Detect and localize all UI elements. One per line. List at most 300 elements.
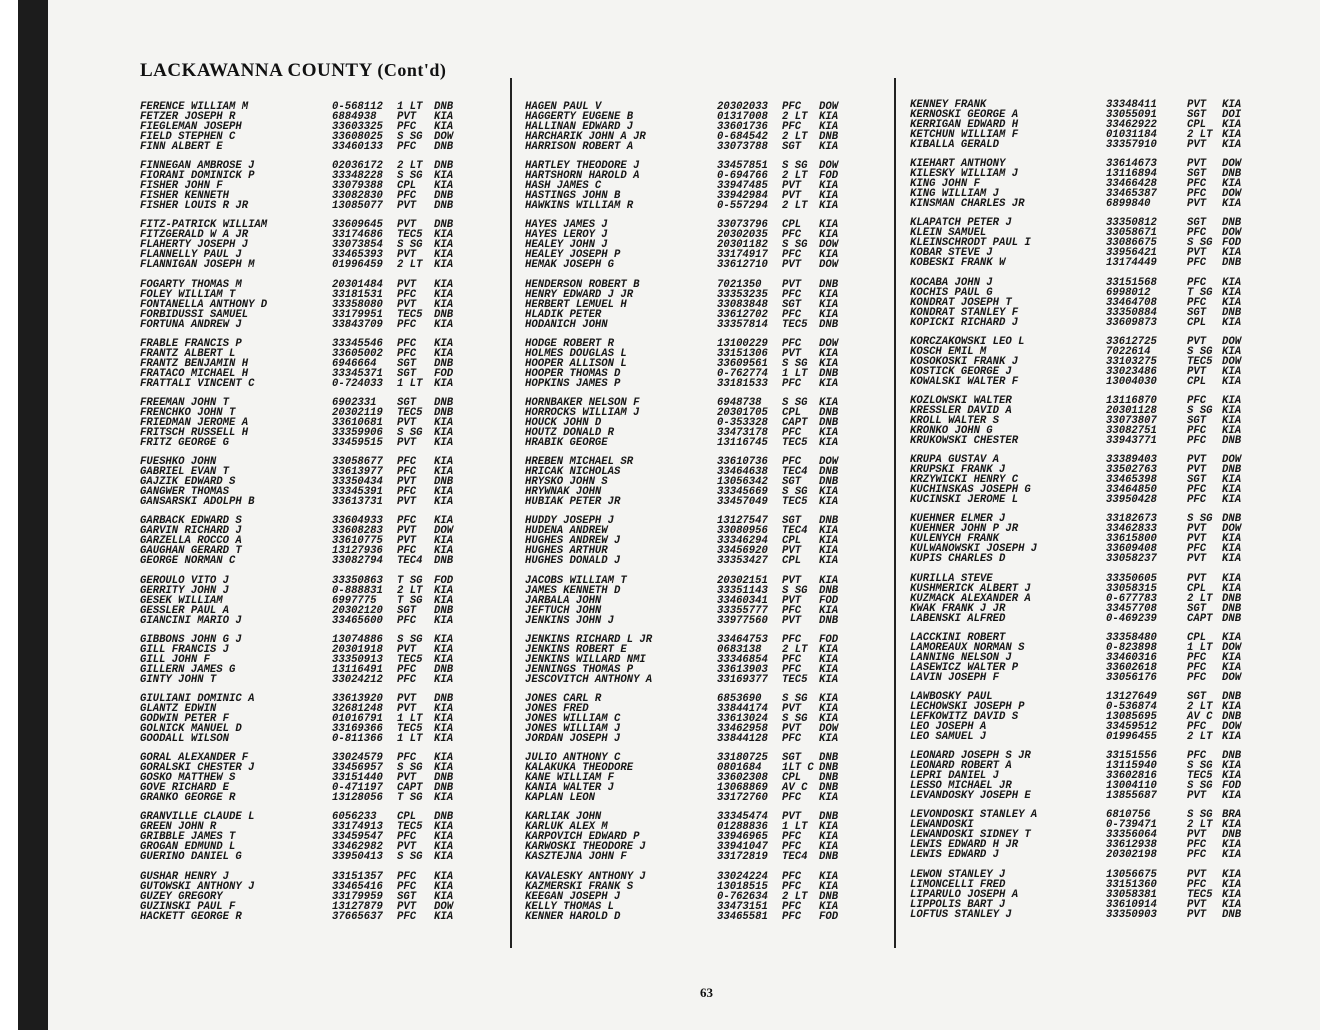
casualty-status: KIA bbox=[1222, 99, 1242, 111]
rank: PFC bbox=[397, 466, 417, 479]
casualty-status: DOW bbox=[819, 101, 839, 113]
serial-number: 33086675 bbox=[1106, 237, 1157, 250]
serial-number: 33602308 bbox=[717, 772, 768, 785]
rank: PFC bbox=[1187, 494, 1207, 507]
casualty-status: DNB bbox=[434, 357, 454, 370]
casualty-status: DNB bbox=[1222, 908, 1242, 921]
serial-number: 20302119 bbox=[332, 407, 383, 419]
serial-number: 7021350 bbox=[717, 278, 762, 291]
rank: PFC bbox=[782, 663, 802, 676]
soldier-name: HRICAK NICHOLAS bbox=[525, 466, 621, 479]
serial-number: 13018515 bbox=[717, 880, 768, 893]
casualty-status: DNB bbox=[819, 466, 839, 479]
soldier-name: KARWOSKI THEODORE J bbox=[525, 841, 646, 854]
casualty-status: DNB bbox=[434, 782, 454, 795]
rank: CAPT bbox=[397, 782, 423, 795]
rank: TEC5 bbox=[782, 673, 808, 686]
soldier-name: KULWANOWSKI JOSEPH J bbox=[910, 543, 1038, 556]
rank: CPL bbox=[397, 180, 417, 193]
serial-number: 33024212 bbox=[332, 673, 383, 686]
soldier-name: KASZTEJNA JOHN F bbox=[525, 851, 627, 864]
serial-number: 13056342 bbox=[717, 476, 768, 489]
rank: PVT bbox=[397, 525, 417, 538]
rank: PFC bbox=[782, 841, 802, 854]
serial-number: 6810756 bbox=[1106, 809, 1151, 822]
casualty-status: KIA bbox=[434, 466, 454, 479]
casualty-status: KIA bbox=[1222, 198, 1242, 211]
rank: 2 LT bbox=[1187, 129, 1213, 141]
soldier-name: GUTOWSKI ANTHONY J bbox=[140, 880, 255, 893]
soldier-name: LEONARD ROBERT A bbox=[910, 760, 1012, 773]
casualty-status: KIA bbox=[1222, 553, 1242, 566]
serial-number: 33456920 bbox=[717, 545, 768, 558]
rank: PVT bbox=[1187, 790, 1207, 803]
soldier-name: KUPIS CHARLES D bbox=[910, 553, 1006, 566]
serial-number: 33602816 bbox=[1106, 770, 1157, 783]
rank: PVT bbox=[1187, 898, 1207, 911]
serial-number: 0-684542 bbox=[717, 131, 768, 143]
rank: PVT bbox=[1187, 829, 1207, 842]
soldier-name: LEVANDOSKY JOSEPH E bbox=[910, 790, 1031, 803]
soldier-name: JONES CARL R bbox=[525, 693, 602, 705]
serial-number: 33073807 bbox=[1106, 415, 1157, 427]
serial-number: 33348411 bbox=[1106, 99, 1157, 111]
casualty-status: KIA bbox=[434, 229, 454, 242]
soldier-name: HOUCK JOHN D bbox=[525, 417, 602, 429]
casualty-status: KIA bbox=[434, 584, 454, 597]
rank: PVT bbox=[397, 417, 417, 429]
casualty-status: KIA bbox=[819, 574, 839, 587]
rank: PFC bbox=[397, 910, 417, 923]
soldier-name: HENRY EDWARD J JR bbox=[525, 288, 634, 301]
serial-number: 0801684 bbox=[717, 762, 762, 775]
soldier-name: KENNEY FRANK bbox=[910, 99, 987, 111]
serial-number: 13116745 bbox=[717, 437, 768, 449]
casualty-status: KIA bbox=[434, 486, 454, 499]
casualty-status: KIA bbox=[1222, 129, 1242, 141]
casualty-status: KIA bbox=[434, 870, 454, 883]
rank: PVT bbox=[397, 693, 417, 705]
soldier-name: LANNING NELSON J bbox=[910, 651, 1012, 664]
soldier-name: LOFTUS STANLEY J bbox=[910, 908, 1012, 921]
serial-number: 20301182 bbox=[717, 239, 768, 252]
casualty-status: KIA bbox=[434, 180, 454, 193]
rank: SGT bbox=[1187, 306, 1207, 319]
casualty-status: KIA bbox=[819, 496, 839, 509]
rank: TEC5 bbox=[397, 308, 423, 321]
rank: CPL bbox=[1187, 375, 1207, 388]
casualty-status: DOW bbox=[819, 239, 839, 252]
serial-number: 0-724033 bbox=[332, 377, 383, 390]
casualty-status: KIA bbox=[1222, 582, 1242, 595]
rank: PVT bbox=[782, 545, 802, 558]
soldier-name: HOLMES DOUGLAS L bbox=[525, 347, 627, 360]
rank: SGT bbox=[1187, 415, 1207, 427]
soldier-name: JORDAN JOSEPH J bbox=[525, 733, 621, 745]
rank: 1 LT bbox=[782, 821, 808, 834]
casualty-status: KIA bbox=[1222, 651, 1242, 664]
soldier-name: JONES WILLIAM J bbox=[525, 723, 621, 735]
rank: PVT bbox=[1187, 454, 1207, 467]
serial-number: 13127649 bbox=[1106, 691, 1157, 703]
rank: CPL bbox=[782, 407, 802, 419]
serial-number: 0-823898 bbox=[1106, 641, 1157, 654]
casualty-status: FOD bbox=[434, 574, 454, 587]
serial-number: 33359906 bbox=[332, 427, 383, 439]
casualty-status: DNB bbox=[1222, 711, 1242, 723]
rank: 2 LT bbox=[397, 259, 423, 272]
soldier-name: KOSTICK GEORGE J bbox=[910, 365, 1012, 378]
serial-number: 33459512 bbox=[1106, 721, 1157, 733]
rank: PFC bbox=[782, 377, 802, 390]
serial-number: 33082794 bbox=[332, 555, 383, 568]
rank: TEC5 bbox=[782, 437, 808, 449]
soldier-name: FIEGLEMAN JOSEPH bbox=[140, 121, 242, 133]
soldier-name: HARTSHORN HAROLD A bbox=[525, 170, 640, 183]
casualty-status: KIA bbox=[1222, 543, 1242, 556]
serial-number: 13174449 bbox=[1106, 257, 1157, 270]
serial-number: 6056233 bbox=[332, 811, 377, 824]
rank: CPL bbox=[782, 555, 802, 568]
rank: PVT bbox=[1187, 247, 1207, 260]
soldier-name: KRZYWICKI HENRY C bbox=[910, 474, 1019, 487]
casualty-status: KIA bbox=[1222, 790, 1242, 803]
casualty-status: DOW bbox=[434, 525, 454, 538]
casualty-status: KIA bbox=[434, 535, 454, 548]
casualty-status: DNB bbox=[1222, 464, 1242, 477]
soldier-name: KLAPATCH PETER J bbox=[910, 217, 1012, 230]
casualty-status: DOW bbox=[1222, 335, 1242, 348]
rank: PFC bbox=[782, 427, 802, 439]
soldier-name: KRUPSKI FRANK J bbox=[910, 464, 1006, 477]
soldier-name: HRABIK GEORGE bbox=[525, 437, 608, 449]
serial-number: 33348228 bbox=[332, 170, 383, 183]
rank: PFC bbox=[1187, 395, 1207, 407]
casualty-status: DOW bbox=[1222, 158, 1242, 171]
casualty-status: KIA bbox=[819, 900, 839, 913]
soldier-name: JONES WILLIAM C bbox=[525, 713, 621, 725]
soldier-name: HRYSKO JOHN S bbox=[525, 476, 608, 489]
serial-number: 33357910 bbox=[1106, 139, 1157, 151]
serial-number: 33465416 bbox=[332, 880, 383, 893]
soldier-name: HOUTZ DONALD R bbox=[525, 427, 615, 439]
casualty-status: KIA bbox=[434, 456, 454, 469]
casualty-status: DOW bbox=[819, 259, 839, 272]
rank: TEC5 bbox=[397, 229, 423, 242]
soldier-name: HAWKINS WILLIAM R bbox=[525, 200, 634, 213]
serial-number: 33613731 bbox=[332, 496, 383, 509]
soldier-name: GEORGE NORMAN C bbox=[140, 555, 236, 568]
rank: PFC bbox=[397, 614, 417, 627]
casualty-status: DNB bbox=[819, 782, 839, 795]
casualty-status: KIA bbox=[434, 249, 454, 262]
rank: PVT bbox=[782, 574, 802, 587]
rank: PFC bbox=[782, 337, 802, 350]
casualty-status: KIA bbox=[819, 249, 839, 262]
serial-number: 6948738 bbox=[717, 397, 762, 409]
soldier-name: KUSHMERICK ALBERT J bbox=[910, 582, 1031, 595]
soldier-name: GOODALL WILSON bbox=[140, 733, 230, 745]
rank: PFC bbox=[782, 792, 802, 805]
soldier-name: LIPARULO JOSEPH A bbox=[910, 888, 1019, 901]
soldier-name: GAJZIK EDWARD S bbox=[140, 476, 236, 489]
serial-number: 33462833 bbox=[1106, 523, 1157, 536]
rank: PVT bbox=[397, 278, 417, 291]
rank: SGT bbox=[782, 515, 802, 528]
rank: PFC bbox=[397, 190, 417, 203]
casualty-status: DNB bbox=[1222, 513, 1242, 526]
casualty-status: KIA bbox=[819, 703, 839, 715]
casualty-status: KIA bbox=[1222, 898, 1242, 911]
serial-number: 33080956 bbox=[717, 525, 768, 538]
serial-number: 01031184 bbox=[1106, 129, 1157, 141]
serial-number: 33943771 bbox=[1106, 435, 1157, 447]
serial-number: 20301128 bbox=[1106, 405, 1157, 417]
casualty-status: KIA bbox=[434, 713, 454, 725]
soldier-name: HODANICH JOHN bbox=[525, 318, 608, 331]
rank: PVT bbox=[397, 703, 417, 715]
serial-number: 6998012 bbox=[1106, 286, 1151, 299]
casualty-status: KIA bbox=[1222, 494, 1242, 507]
soldier-name: GILL JOHN F bbox=[140, 653, 210, 666]
serial-number: 6946664 bbox=[332, 357, 377, 370]
soldier-name: HAYES LEROY J bbox=[525, 229, 608, 242]
soldier-name: FLANNIGAN JOSEPH M bbox=[140, 259, 255, 272]
casualty-status: DNB bbox=[819, 762, 839, 775]
soldier-name: LEWIS EDWARD H JR bbox=[910, 839, 1019, 852]
soldier-name: KALAKUKA THEODORE bbox=[525, 762, 634, 775]
casualty-status: KIA bbox=[819, 486, 839, 499]
soldier-name: FISHER KENNETH bbox=[140, 190, 230, 203]
serial-number: 33614673 bbox=[1106, 158, 1157, 171]
casualty-status: FOD bbox=[819, 170, 839, 183]
soldier-name: FLAHERTY JOSEPH J bbox=[140, 239, 249, 252]
rank: PFC bbox=[397, 752, 417, 765]
serial-number: 01996459 bbox=[332, 259, 383, 272]
serial-number: 33456957 bbox=[332, 762, 383, 775]
casualty-status: KIA bbox=[1222, 178, 1242, 191]
soldier-name: JENNINGS THOMAS P bbox=[525, 663, 634, 676]
serial-number: 33345474 bbox=[717, 811, 768, 824]
serial-number: 13004030 bbox=[1106, 375, 1157, 388]
casualty-status: KIA bbox=[434, 703, 454, 715]
soldier-name: FETZER JOSEPH R bbox=[140, 111, 236, 123]
serial-number: 0-739471 bbox=[1106, 819, 1157, 832]
rank: S SG bbox=[1187, 513, 1213, 526]
serial-number: 33350812 bbox=[1106, 217, 1157, 230]
soldier-name: LABENSKI ALFRED bbox=[910, 612, 1006, 625]
soldier-name: KLEINSCHRODT PAUL I bbox=[910, 237, 1031, 250]
serial-number: 33058237 bbox=[1106, 553, 1157, 566]
rank: PVT bbox=[397, 249, 417, 262]
serial-number: 20302033 bbox=[717, 101, 768, 113]
soldier-name: HUDENA ANDREW bbox=[525, 525, 608, 538]
soldier-name: FORBIDUSSI SAMUEL bbox=[140, 308, 249, 321]
soldier-name: HARRISON ROBERT A bbox=[525, 141, 634, 153]
rank: PFC bbox=[1187, 750, 1207, 763]
column-divider-left bbox=[510, 78, 512, 948]
casualty-status: KIA bbox=[819, 713, 839, 725]
soldier-name: KIEHART ANTHONY bbox=[910, 158, 1006, 171]
rank: PFC bbox=[397, 121, 417, 133]
rank: CPL bbox=[782, 219, 802, 232]
rank: PFC bbox=[397, 486, 417, 499]
casualty-status: DOW bbox=[1222, 454, 1242, 467]
rank: 1 LT bbox=[782, 367, 808, 380]
serial-number: 33151568 bbox=[1106, 276, 1157, 289]
page-title bbox=[140, 60, 446, 82]
serial-number: 33609873 bbox=[1106, 316, 1157, 329]
soldier-name: HUDDY JOSEPH J bbox=[525, 515, 615, 528]
serial-number: 33465393 bbox=[332, 249, 383, 262]
soldier-name: GILL FRANCIS J bbox=[140, 643, 230, 656]
rank: PVT bbox=[397, 111, 417, 123]
casualty-status: KIA bbox=[1222, 849, 1242, 862]
serial-number: 33844128 bbox=[717, 733, 768, 745]
rank: 2 LT bbox=[1187, 592, 1213, 605]
soldier-name: HUBIAK PETER JR bbox=[525, 496, 621, 509]
soldier-name: LEWANDOSKI SIDNEY T bbox=[910, 829, 1031, 842]
serial-number: 33608283 bbox=[332, 525, 383, 538]
serial-number: 33055091 bbox=[1106, 109, 1157, 121]
casualty-status: KIA bbox=[1222, 839, 1242, 852]
soldier-name: HREBEN MICHAEL SR bbox=[525, 456, 634, 469]
rank: SGT bbox=[1187, 691, 1207, 703]
title-county: LACKAWANNA COUNTY bbox=[140, 60, 373, 81]
casualty-status: KIA bbox=[1222, 415, 1242, 427]
serial-number: 37665637 bbox=[332, 910, 383, 923]
soldier-name: HASH JAMES C bbox=[525, 180, 602, 193]
soldier-name: LEONARD JOSEPH S JR bbox=[910, 750, 1031, 763]
serial-number: 33612710 bbox=[717, 259, 768, 272]
casualty-status: KIA bbox=[819, 229, 839, 242]
casualty-status: DNB bbox=[434, 693, 454, 705]
rank: S SG bbox=[1187, 809, 1213, 822]
serial-number: 33180725 bbox=[717, 752, 768, 765]
soldier-name: KWAK FRANK J JR bbox=[910, 602, 1006, 615]
soldier-name: KOZLOWSKI WALTER bbox=[910, 395, 1012, 407]
serial-number: 33942984 bbox=[717, 190, 768, 203]
casualty-status: DNB bbox=[434, 604, 454, 617]
soldier-name: FRABLE FRANCIS P bbox=[140, 337, 242, 350]
serial-number: 33457708 bbox=[1106, 602, 1157, 615]
casualty-status: KIA bbox=[819, 821, 839, 834]
rank: S SG bbox=[397, 131, 423, 143]
casualty-status: KIA bbox=[1222, 296, 1242, 309]
casualty-status: KIA bbox=[434, 594, 454, 607]
rank: PFC bbox=[782, 900, 802, 913]
rank: SGT bbox=[1187, 474, 1207, 487]
serial-number: 33073854 bbox=[332, 239, 383, 252]
soldier-name: HUGHES ANDREW J bbox=[525, 535, 621, 548]
serial-number: 6899840 bbox=[1106, 198, 1151, 211]
soldier-name: LIMONCELLI FRED bbox=[910, 878, 1006, 891]
rank: S SG bbox=[1187, 237, 1213, 250]
casualty-status: DOW bbox=[434, 131, 454, 143]
soldier-name: GIANCINI MARIO J bbox=[140, 614, 242, 627]
serial-number: 20301705 bbox=[717, 407, 768, 419]
casualty-status: KIA bbox=[434, 545, 454, 558]
casualty-status: KIA bbox=[434, 377, 454, 390]
casualty-status: KIA bbox=[434, 614, 454, 627]
serial-number: 33462982 bbox=[332, 841, 383, 854]
soldier-name: GORAL ALEXANDER F bbox=[140, 752, 249, 765]
rank: PFC bbox=[782, 249, 802, 262]
casualty-status: DNB bbox=[434, 219, 454, 232]
soldier-name: JENKINS RICHARD L JR bbox=[525, 633, 653, 646]
rank: SGT bbox=[782, 298, 802, 311]
rank: S SG bbox=[782, 397, 808, 409]
casualty-status: KIA bbox=[819, 792, 839, 805]
serial-number: 33459547 bbox=[332, 831, 383, 844]
casualty-status: KIA bbox=[819, 525, 839, 538]
rank: PVT bbox=[397, 476, 417, 489]
soldier-name: HUGHES DONALD J bbox=[525, 555, 621, 568]
casualty-status: DNB bbox=[819, 407, 839, 419]
rank: S SG bbox=[782, 160, 808, 173]
rank: PFC bbox=[782, 880, 802, 893]
casualty-status: DNB bbox=[819, 417, 839, 429]
casualty-status: DNB bbox=[434, 811, 454, 824]
soldier-name: GRANKO GEORGE R bbox=[140, 792, 236, 805]
rank: CPL bbox=[397, 811, 417, 824]
rank: TEC5 bbox=[397, 407, 423, 419]
rank: S SG bbox=[397, 633, 423, 646]
soldier-name: KERNOSKI GEORGE A bbox=[910, 109, 1019, 121]
casualty-status: KIA bbox=[1222, 474, 1242, 487]
rank: S SG bbox=[397, 427, 423, 439]
serial-number: 0-762634 bbox=[717, 890, 768, 903]
serial-number: 33179951 bbox=[332, 308, 383, 321]
casualty-status: KIA bbox=[819, 121, 839, 133]
rank: TEC4 bbox=[782, 466, 808, 479]
soldier-name: LEVONDOSKI STANLEY A bbox=[910, 809, 1038, 822]
serial-number: 33462922 bbox=[1106, 119, 1157, 131]
rank: 2 LT bbox=[782, 200, 808, 213]
serial-number: 0-353328 bbox=[717, 417, 768, 429]
rank: PVT bbox=[782, 259, 802, 272]
rank: 2 LT bbox=[1187, 731, 1213, 743]
serial-number: 33612702 bbox=[717, 308, 768, 321]
rank: PFC bbox=[782, 870, 802, 883]
soldier-name: HOOPER THOMAS D bbox=[525, 367, 621, 380]
serial-number: 33610914 bbox=[1106, 898, 1157, 911]
serial-number: 33350863 bbox=[332, 574, 383, 587]
rank: PFC bbox=[1187, 849, 1207, 862]
soldier-name: HARTLEY THEODORE J bbox=[525, 160, 640, 173]
casualty-status: KIA bbox=[434, 170, 454, 183]
rank: CPL bbox=[782, 772, 802, 785]
rank: PFC bbox=[782, 831, 802, 844]
casualty-status: DNB bbox=[434, 200, 454, 213]
casualty-status: DOW bbox=[1222, 188, 1242, 201]
soldier-name: KAPLAN LEON bbox=[525, 792, 595, 805]
soldier-name: KOSCH EMIL M bbox=[910, 345, 987, 358]
rank: PFC bbox=[1187, 671, 1207, 684]
serial-number: 33174917 bbox=[717, 249, 768, 262]
serial-number: 33151357 bbox=[332, 870, 383, 883]
soldier-name: HEALEY JOHN J bbox=[525, 239, 608, 252]
rank: PVT bbox=[1187, 99, 1207, 111]
serial-number: 33602618 bbox=[1106, 661, 1157, 674]
soldier-name: KENNER HAROLD D bbox=[525, 910, 621, 923]
serial-number: 33023486 bbox=[1106, 365, 1157, 378]
serial-number: 33174913 bbox=[332, 821, 383, 834]
rank: PVT bbox=[782, 811, 802, 824]
casualty-status: KIA bbox=[819, 555, 839, 568]
casualty-status: KIA bbox=[434, 298, 454, 311]
soldier-name: JENKINS WILLARD NMI bbox=[525, 653, 646, 666]
